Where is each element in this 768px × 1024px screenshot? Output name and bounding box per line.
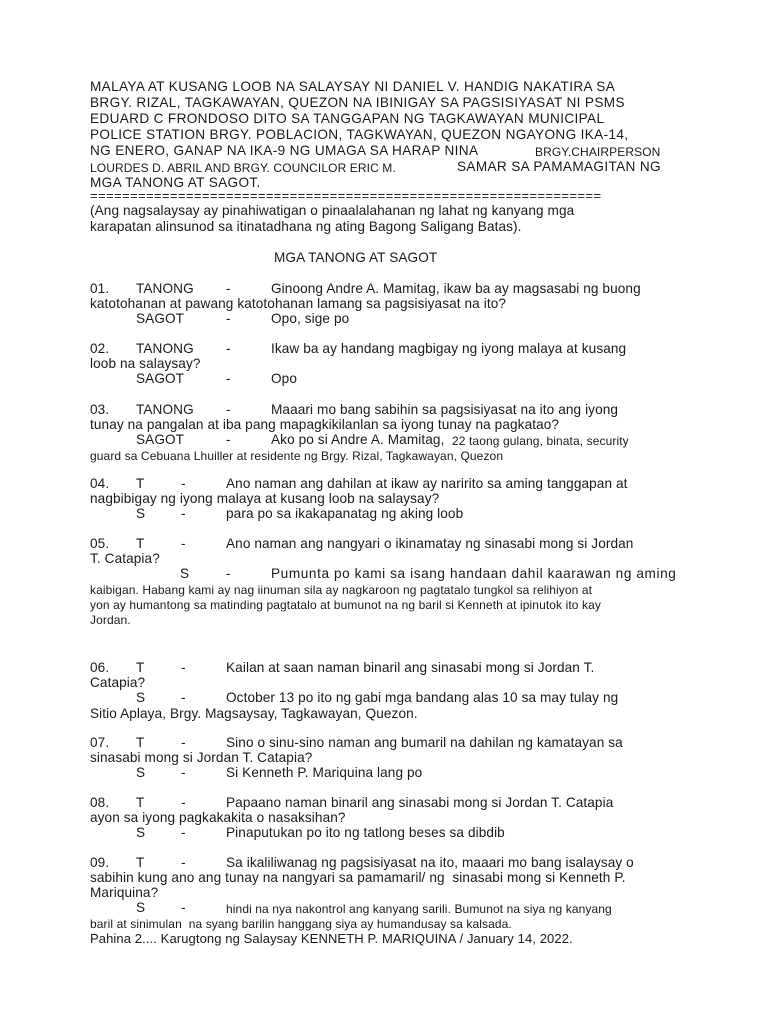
section-title: MGA TANONG AT SAGOT xyxy=(274,250,438,265)
answer-text: Jordan. xyxy=(90,613,131,627)
answer-label: SAGOT xyxy=(136,311,185,326)
header-line: POLICE STATION BRGY. POBLACION, TAGKWAYAN, QUEZON NGAYONG IKA-14, xyxy=(90,127,629,142)
answer-text: Pinaputukan po ito ng tatlong beses sa dibdib xyxy=(226,825,505,840)
question-label: T xyxy=(136,476,145,491)
answer-label: SAGOT xyxy=(136,432,185,447)
answer-text-small: 22 taong gulang, binata, security xyxy=(452,434,629,448)
dash: - xyxy=(181,900,186,915)
question-number: 06. xyxy=(90,660,110,675)
answer-text: Si Kenneth P. Mariquina lang po xyxy=(226,765,423,780)
dash: - xyxy=(226,402,231,417)
dash: - xyxy=(226,566,231,581)
page-footer: Pahina 2.... Karugtong ng Salaysay KENNETH P. MARIQUINA / January 14, 2022. xyxy=(90,931,573,946)
answer-label: S xyxy=(136,900,146,915)
header-line: MALAYA AT KUSANG LOOB NA SALAYSAY NI DANIEL V. HANDIG NAKATIRA SA xyxy=(90,79,616,94)
answer-text: kaibigan. Habang kami ay nag iinuman sila ay nagkaroon ng pagtatalo tungkol sa relihiyon at xyxy=(90,583,593,597)
answer-label: S xyxy=(136,506,146,521)
question-label: TANONG xyxy=(136,281,194,296)
question-text: Ikaw ba ay handang magbigay ng iyong malaya at kusang xyxy=(271,341,627,356)
question-text: ayon sa iyong pagkakakita o nasaksihan? xyxy=(90,810,346,825)
question-text: Kailan at saan naman binaril ang sinasabi mong si Jordan T. xyxy=(226,660,595,675)
question-text: Ginoong Andre A. Mamitag, ikaw ba ay magsasabi ng buong xyxy=(271,281,641,296)
answer-text: Opo xyxy=(271,371,297,386)
dash: - xyxy=(226,371,231,386)
dash: - xyxy=(181,825,186,840)
question-number: 04. xyxy=(90,476,110,491)
answer-text: Ako po si Andre A. Mamitag, xyxy=(271,432,445,447)
question-number: 05. xyxy=(90,536,110,551)
question-label: T xyxy=(136,735,145,750)
dash: - xyxy=(226,432,231,447)
answer-label: S xyxy=(136,825,146,840)
rights-notice: (Ang nagsalaysay ay pinahiwatigan o pinaalalahanan ng lahat ng kanyang mga xyxy=(90,203,575,218)
dash: - xyxy=(226,341,231,356)
dash: - xyxy=(181,476,186,491)
question-text: tunay na pangalan at iba pang mapagkikilanlan sa iyong tunay na pagkatao? xyxy=(90,417,560,432)
dash: - xyxy=(181,690,186,705)
question-label: T xyxy=(136,855,145,870)
question-text: Ano naman ang dahilan at ikaw ay naririto sa aming tanggapan at xyxy=(226,476,628,491)
question-label: T xyxy=(136,795,145,810)
question-label: TANONG xyxy=(136,341,194,356)
answer-label: S xyxy=(180,566,190,581)
header-line: EDUARD C FRONDOSO DITO SA TANGGAPAN NG TAGKAWAYAN MUNICIPAL xyxy=(90,111,605,126)
question-number: 01. xyxy=(90,281,110,296)
question-text: Sa ikaliliwanag ng pagsisiyasat na ito, maaari mo bang isalaysay o xyxy=(226,855,634,870)
question-number: 03. xyxy=(90,402,110,417)
question-number: 09. xyxy=(90,855,110,870)
question-text: Maaari mo bang sabihin sa pagsisiyasat na ito ang iyong xyxy=(271,402,619,417)
dash: - xyxy=(181,855,186,870)
header-line: SAMAR SA PAMAMAGITAN NG xyxy=(457,159,661,174)
header-line-small: BRGY.CHAIRPERSON xyxy=(535,145,661,159)
header-line: BRGY. RIZAL, TAGKAWAYAN, QUEZON NA IBINIGAY SA PAGSISIYASAT NI PSMS xyxy=(90,95,625,110)
header-line: MGA TANONG AT SAGOT. xyxy=(90,175,261,190)
rights-notice: karapatan alinsunod sa itinatadhana ng ating Bagong Saligang Batas). xyxy=(90,219,522,234)
answer-text: hindi na nya nakontrol ang kanyang sarili. Bumunot na siya ng kanyang xyxy=(226,902,612,916)
divider-rule: ================================================================ xyxy=(90,188,602,203)
question-label: TANONG xyxy=(136,402,194,417)
answer-label: S xyxy=(136,690,146,705)
dash: - xyxy=(226,311,231,326)
answer-text: Sitio Aplaya, Brgy. Magsaysay, Tagkawayan, Quezon. xyxy=(90,706,418,721)
answer-text: October 13 po ito ng gabi mga bandang alas 10 sa may tulay ng xyxy=(226,690,619,705)
dash: - xyxy=(226,281,231,296)
question-text: Sino o sinu-sino naman ang bumaril na dahilan ng kamatayan sa xyxy=(226,735,623,750)
answer-label: SAGOT xyxy=(136,371,185,386)
question-number: 08. xyxy=(90,795,110,810)
question-label: T xyxy=(136,536,145,551)
dash: - xyxy=(181,506,186,521)
question-text: katotohanan at pawang katotohanan lamang sa pagsisiyasat na ito? xyxy=(90,296,507,311)
question-number: 07. xyxy=(90,735,110,750)
question-text: nagbibigay ng iyong malaya at kusang loob na salaysay? xyxy=(90,491,440,506)
question-text: loob na salaysay? xyxy=(90,356,201,371)
answer-text-small: guard sa Cebuana Lhuiller at residente ng Brgy. Rizal, Tagkawayan, Quezon xyxy=(90,449,504,463)
question-number: 02. xyxy=(90,341,110,356)
answer-text: baril at sinimulan na syang barilin hanggang siya ay humandusay sa kalsada. xyxy=(90,917,512,931)
question-text: T. Catapia? xyxy=(90,551,160,566)
dash: - xyxy=(181,735,186,750)
dash: - xyxy=(181,795,186,810)
answer-text: Opo, sige po xyxy=(271,311,350,326)
dash: - xyxy=(181,765,186,780)
question-text: Catapia? xyxy=(90,675,146,690)
dash: - xyxy=(181,536,186,551)
answer-text: Pumunta po kami sa isang handaan dahil kaarawan ng aming xyxy=(271,566,677,581)
question-text: Mariquina? xyxy=(90,885,159,900)
header-line-small: LOURDES D. ABRIL AND BRGY. COUNCILOR ERIC M. xyxy=(90,161,396,175)
answer-text: para po sa ikakapanatag ng aking loob xyxy=(226,506,464,521)
answer-text: yon ay humantong sa matinding pagtatalo at bumunot na ng baril si Kenneth at ipinutok ito kay xyxy=(90,598,601,612)
answer-label: S xyxy=(136,765,146,780)
dash: - xyxy=(181,660,186,675)
question-label: T xyxy=(136,660,145,675)
question-text: sabihin kung ano ang tunay na nangyari sa pamamaril/ ng sinasabi mong si Kenneth P. xyxy=(90,870,626,885)
question-text: sinasabi mong si Jordan T. Catapia? xyxy=(90,750,313,765)
question-text: Papaano naman binaril ang sinasabi mong si Jordan T. Catapia xyxy=(226,795,614,810)
question-text: Ano naman ang nangyari o ikinamatay ng sinasabi mong si Jordan xyxy=(226,536,634,551)
header-line: NG ENERO, GANAP NA IKA-9 NG UMAGA SA HARAP NINA xyxy=(90,143,479,158)
